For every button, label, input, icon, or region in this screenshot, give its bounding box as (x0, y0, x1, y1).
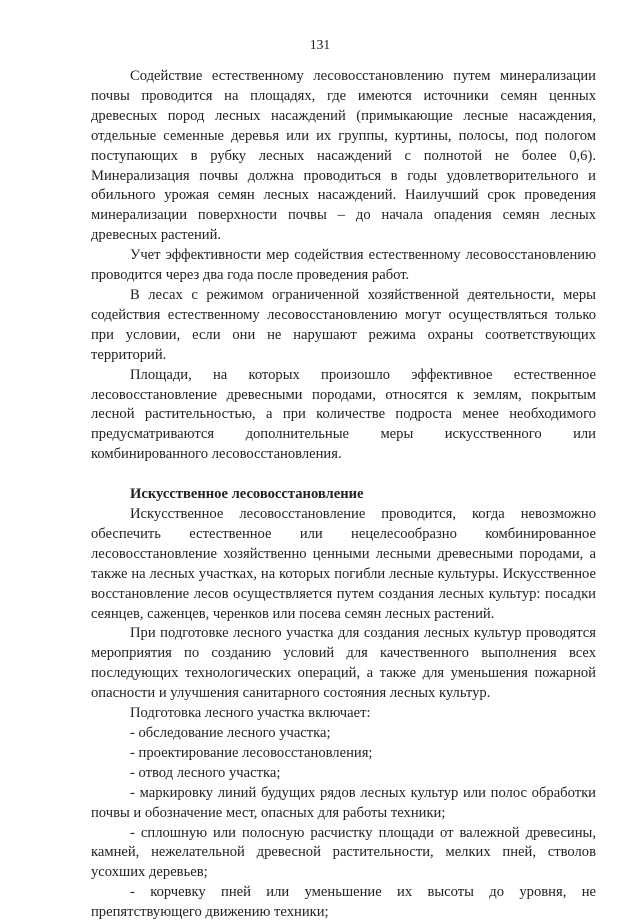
paragraph-effective-areas: Площади, на которых произошло эффективное естественное лесовосстановление древесными породами, относятся к землям, покрытым лесной растительностью, а при количестве подроста менее необходимого предусматриваются дополнительные меры искусственного или комбинированного лесовосстановления. (91, 366, 596, 463)
list-item: - проектирование лесовосстановления; (130, 744, 373, 761)
paragraph-artificial-restoration: Искусственное лесовосстановление проводится, когда невозможно обеспечить естественное или нецелесообразно комбинированное лесовосстановление хозяйственно ценными лесными древесными породами, а также на лесных участках, на которых погибли лесные культуры. Искусственное восстановление лесов осуществляется путем создания лесных культур: посадки сеянцев, саженцев, черенков или посева семян лесных растений. (91, 506, 596, 622)
list-item: - сплошную или полосную расчистку площади от валежной древесины, камней, нежелательной древесной растительности, мелких пней, стволов усохших деревьев; (91, 824, 596, 881)
paragraph-list-intro: Подготовка лесного участка включает: (130, 705, 371, 722)
paragraph-mineralization: Содействие естественному лесовосстановлению путем минерализации почвы проводится на площадях, где имеются источники семян ценных древесных пород лесных насаждений (примыкающие лесные насаждения, отдельные семенные деревья или их группы, куртины, полосы, под пологом поступающих в рубку лесных насаждений с полнотой не более 0,6). Минерализация почвы должна проводиться в годы удовлетворительного и обильного урожая семян лесных насаждений. Наилучший срок проведения минерализации поверхности почвы – до начала опадения семян лесных древесных растений. (91, 68, 596, 244)
page-content (91, 67, 596, 923)
list-item: - отвод лесного участка; (130, 764, 281, 781)
paragraph-restricted-forests: В лесах с режимом ограниченной хозяйственной деятельности, меры содействия естественному лесовосстановлению могут осуществляться только при условии, если они не нарушают режима охраны соответствующих территорий. (91, 286, 596, 363)
page-number: 131 (309, 37, 331, 52)
section-heading: Искусственное лесовосстановление (130, 486, 364, 503)
list-item: - обследование лесного участка; (130, 725, 331, 741)
list-item: - маркировку линий будущих рядов лесных культур или полос обработки почвы и обозначение мест, опасных для работы техники; (91, 784, 596, 821)
paragraph-efficiency-check: Учет эффективности мер содействия естественному лесовосстановлению проводится через два года после проведения работ. (91, 247, 596, 284)
list-item: - корчевку пней или уменьшение их высоты до уровня, не препятствующего движению техники; (91, 884, 596, 921)
paragraph-site-preparation: При подготовке лесного участка для создания лесных культур проводятся мероприятия по созданию условий для качественного выполнения всех последующих технологических операций, а также для уменьшения пожарной опасности и улучшения санитарного состояния лесных культур. (91, 625, 596, 702)
